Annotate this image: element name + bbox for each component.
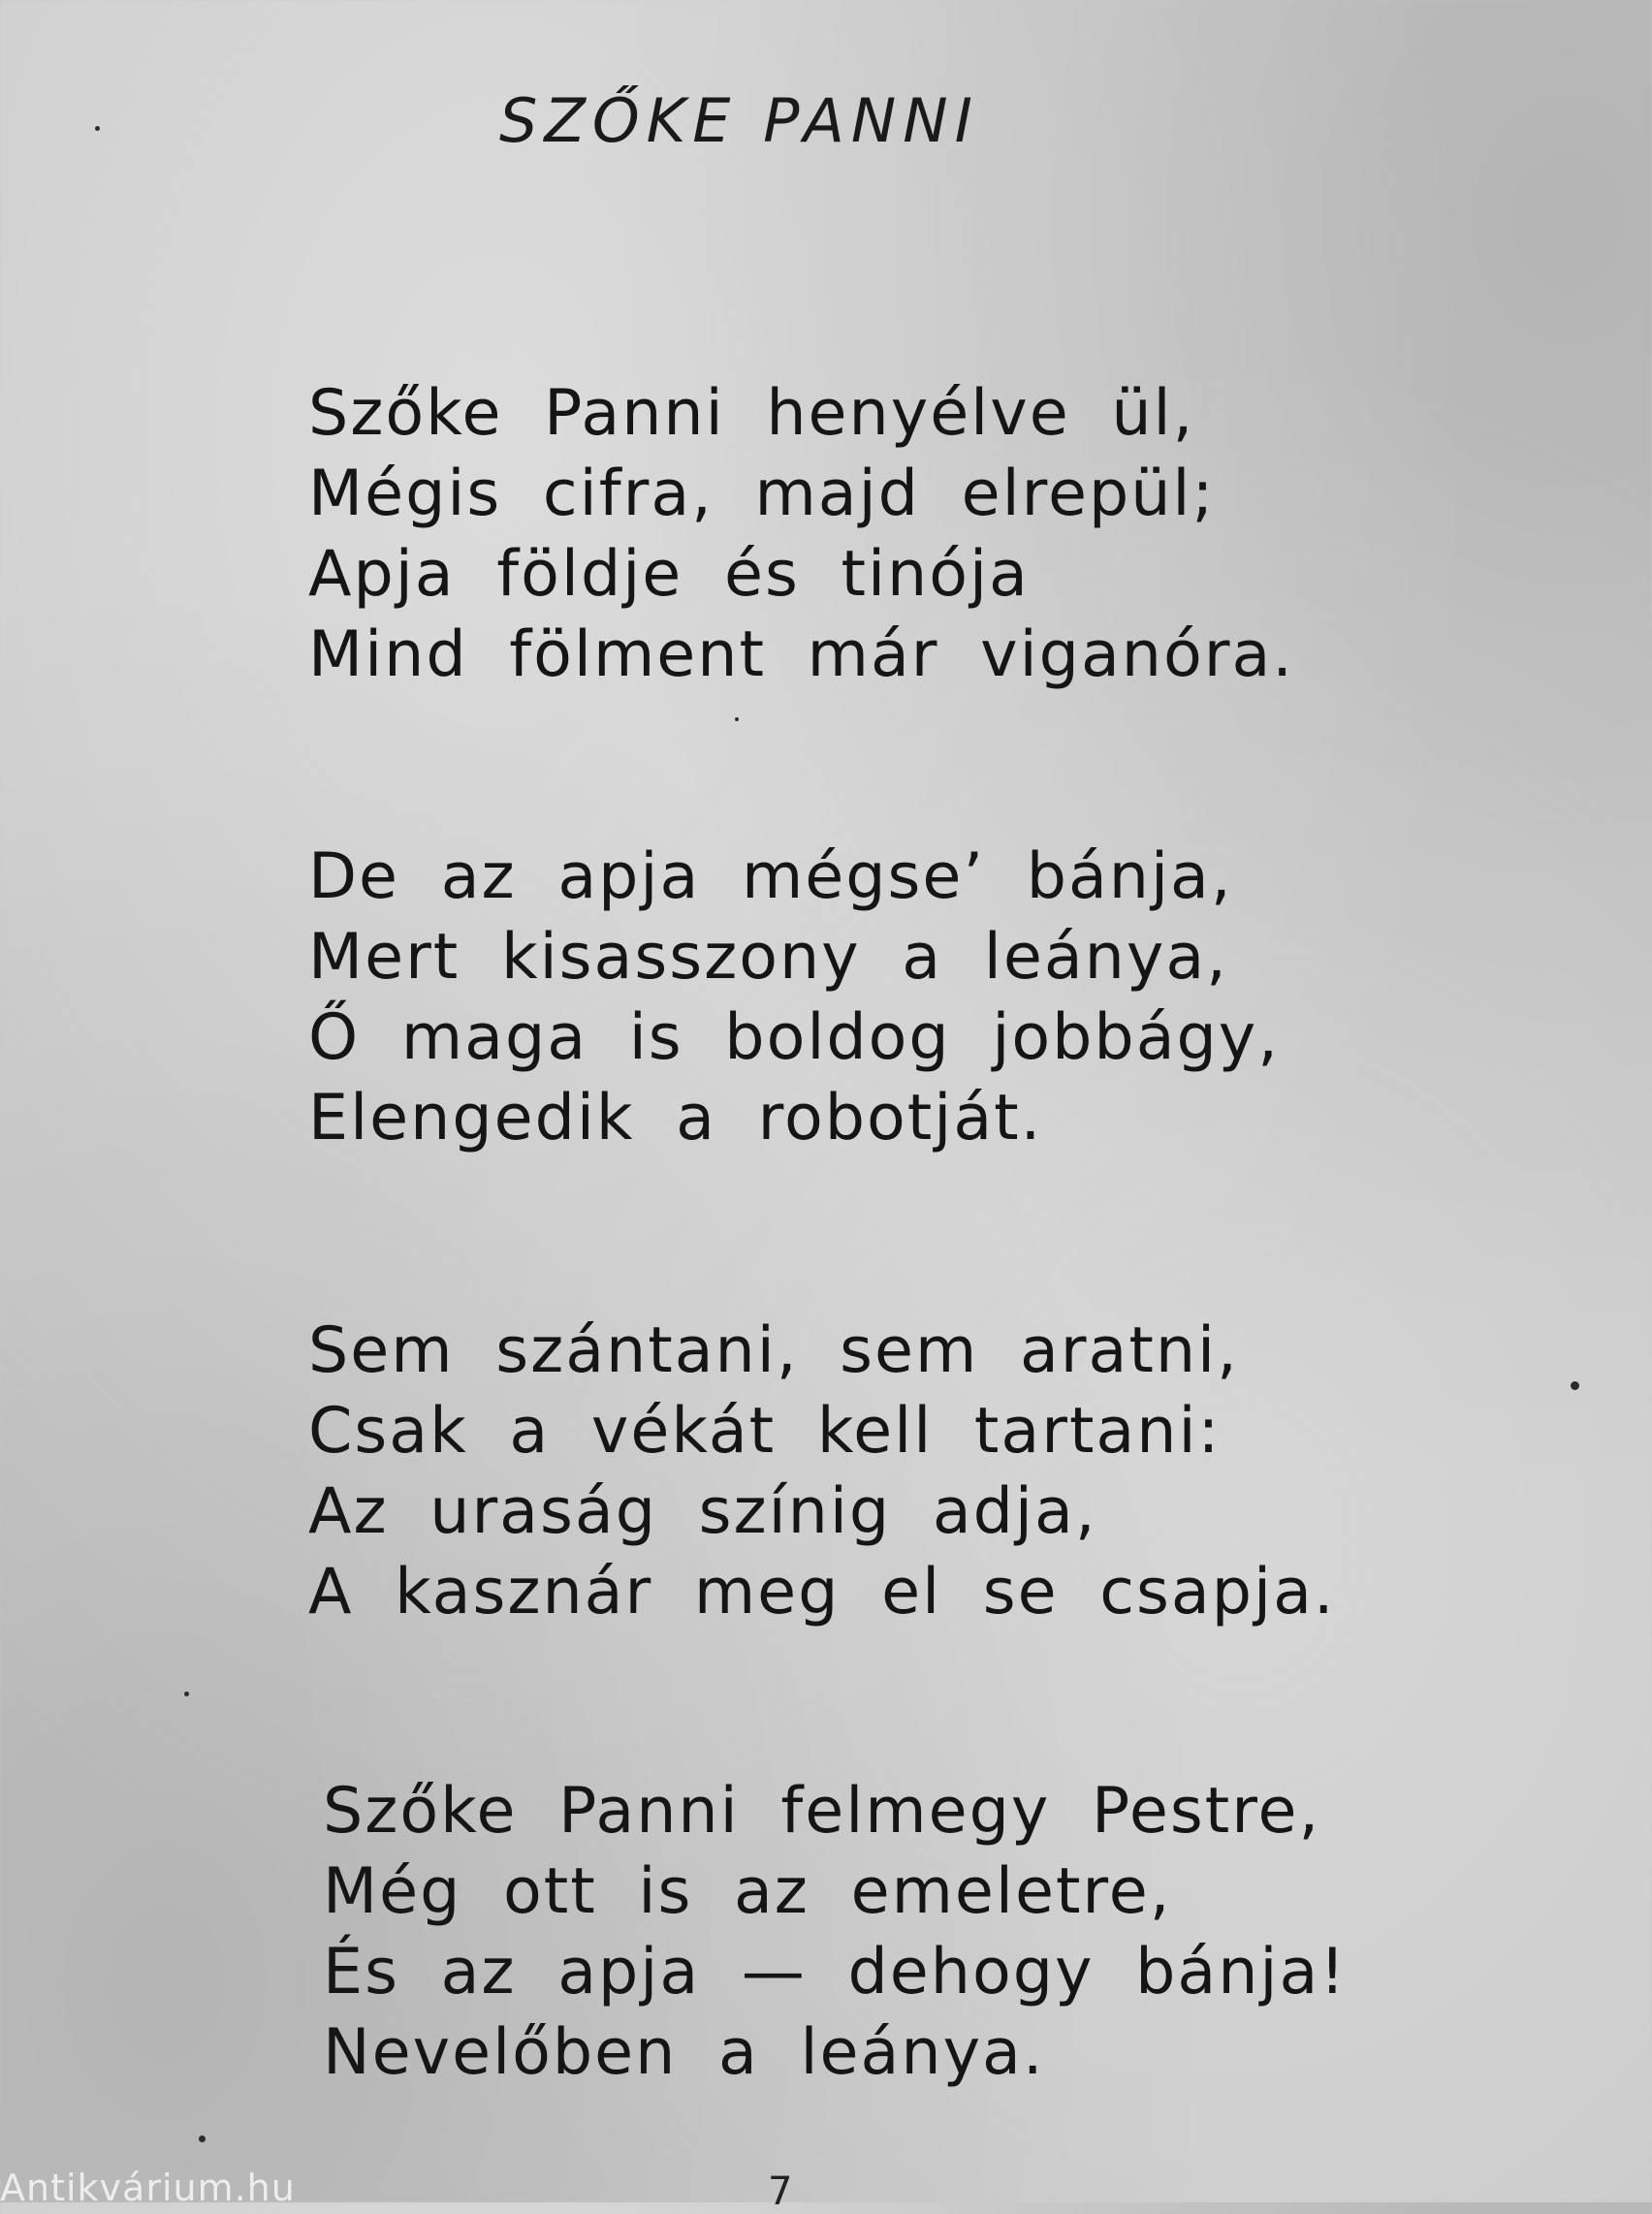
- verse-line: A kasznár meg el se csapja.: [308, 1556, 1336, 1629]
- verse-line: Csak a vékát kell tartani:: [308, 1395, 1222, 1468]
- ink-speck: [184, 1692, 189, 1696]
- verse-line: Sem szántani, sem aratni,: [308, 1314, 1239, 1387]
- verse-line: Szőke Panni felmegy Pestre,: [323, 1775, 1321, 1848]
- stanza-2: [308, 837, 1280, 1158]
- verse-line: Mert kisasszony a leánya,: [308, 921, 1228, 994]
- ink-speck: [735, 717, 739, 721]
- verse-line: És az apja — dehogy bánja!: [323, 1936, 1348, 2008]
- page-number: 7: [768, 2169, 793, 2214]
- verse-line: Elengedik a robotját.: [308, 1082, 1043, 1154]
- verse-line: Szőke Panni henyélve ül,: [308, 377, 1195, 450]
- verse-line: De az apja mégse’ bánja,: [308, 840, 1233, 913]
- verse-line: Még ott is az emeletre,: [323, 1855, 1172, 1928]
- ink-speck: [199, 2135, 206, 2142]
- verse-line: Apja földje és tinója: [308, 538, 1030, 611]
- verse-line: Mind fölment már viganóra.: [308, 618, 1294, 691]
- stanza-3: [308, 1311, 1336, 1632]
- stanza-4: [323, 1771, 1347, 2093]
- ink-speck: [95, 126, 100, 131]
- verse-line: Az uraság színig adja,: [308, 1475, 1097, 1548]
- stanza-1: [308, 373, 1294, 695]
- ink-speck: [1571, 1381, 1579, 1390]
- watermark: Antikvárium.hu: [0, 2167, 296, 2209]
- verse-line: Mégis cifra, majd elrepül;: [308, 458, 1216, 530]
- poem-title: SZŐKE PANNI: [499, 85, 979, 156]
- verse-line: Ő maga is boldog jobbágy,: [308, 1001, 1280, 1074]
- verse-line: Nevelőben a leánya.: [323, 2016, 1045, 2089]
